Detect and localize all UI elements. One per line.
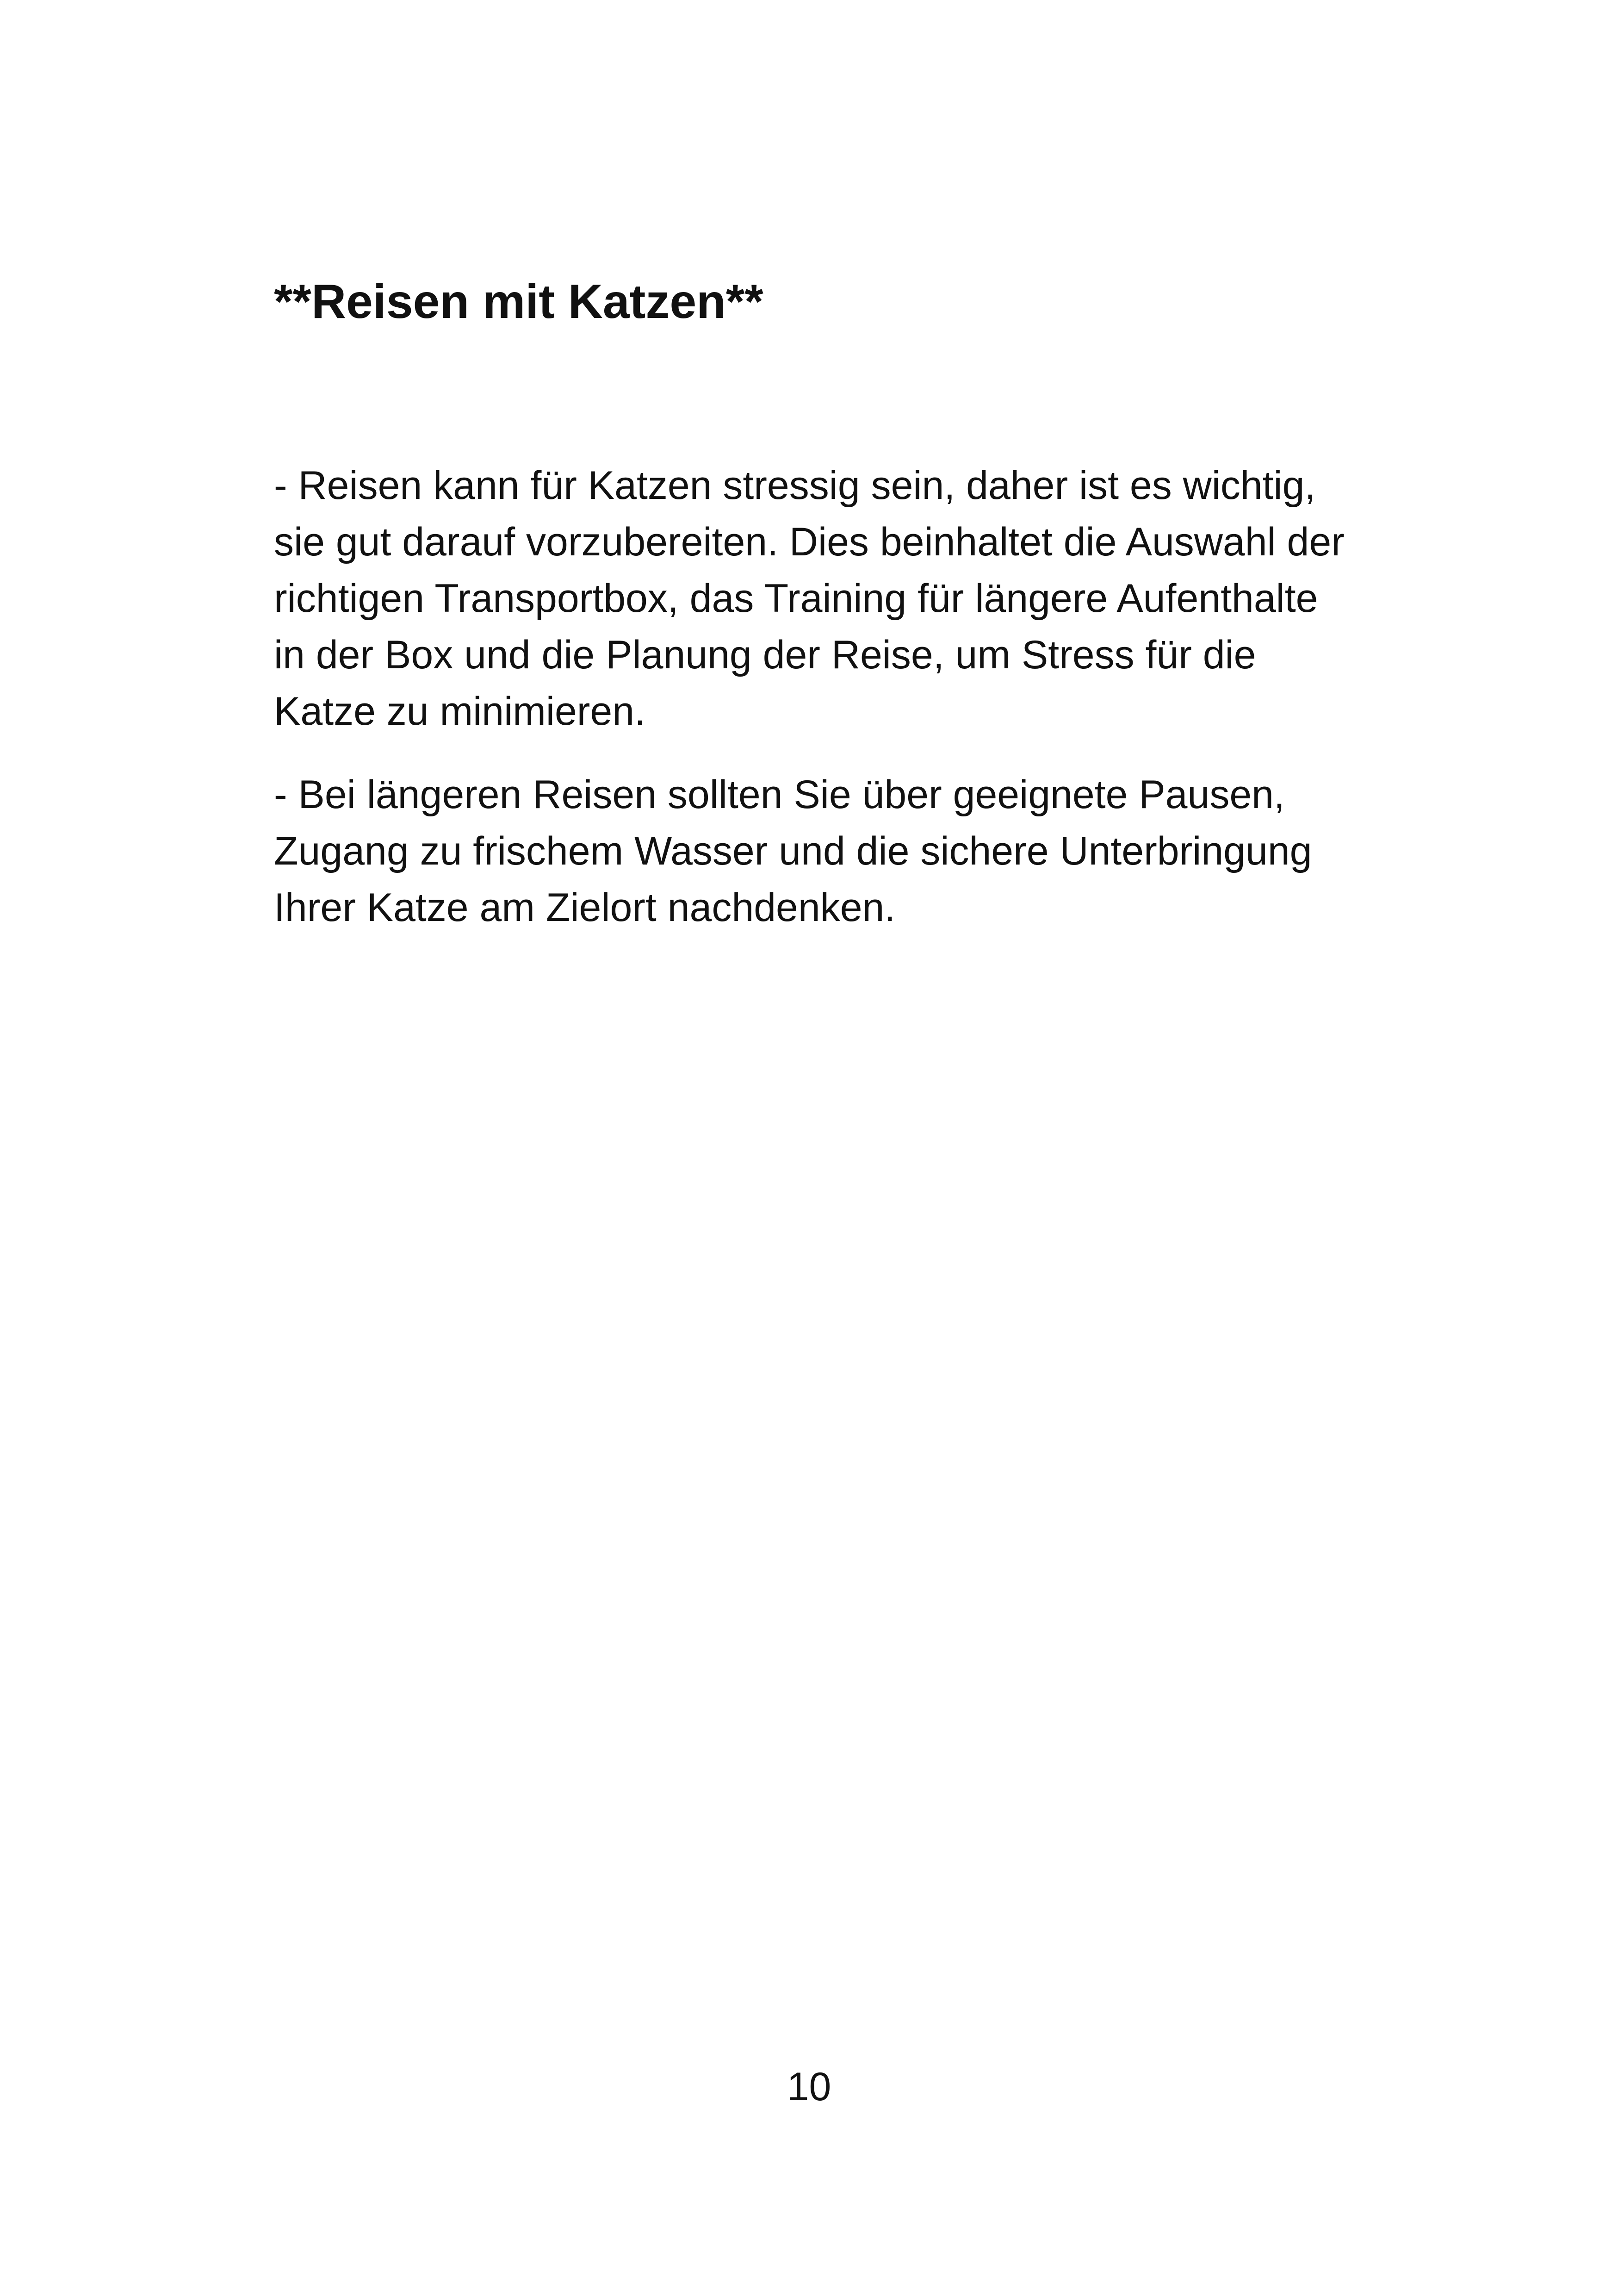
- paragraph-travel-preparation: - Reisen kann für Katzen stressig sein, daher ist es wichtig, sie gut darauf vorzubereiten. Dies beinhaltet die Auswahl der richtigen Transportbox, das Training für längere Aufenthalte in der Box und die Planung der Reise, um Stress für die Katze zu minimieren.: [274, 463, 1345, 734]
- body-text: [274, 457, 1352, 963]
- section-heading: **Reisen mit Katzen**: [274, 275, 763, 329]
- paragraph-long-trips: - Bei längeren Reisen sollten Sie über geeignete Pausen, Zugang zu frischem Wasser und die sichere Unterbringung Ihrer Katze am Zielort nachdenken.: [274, 772, 1312, 930]
- page-number: 10: [787, 2065, 831, 2109]
